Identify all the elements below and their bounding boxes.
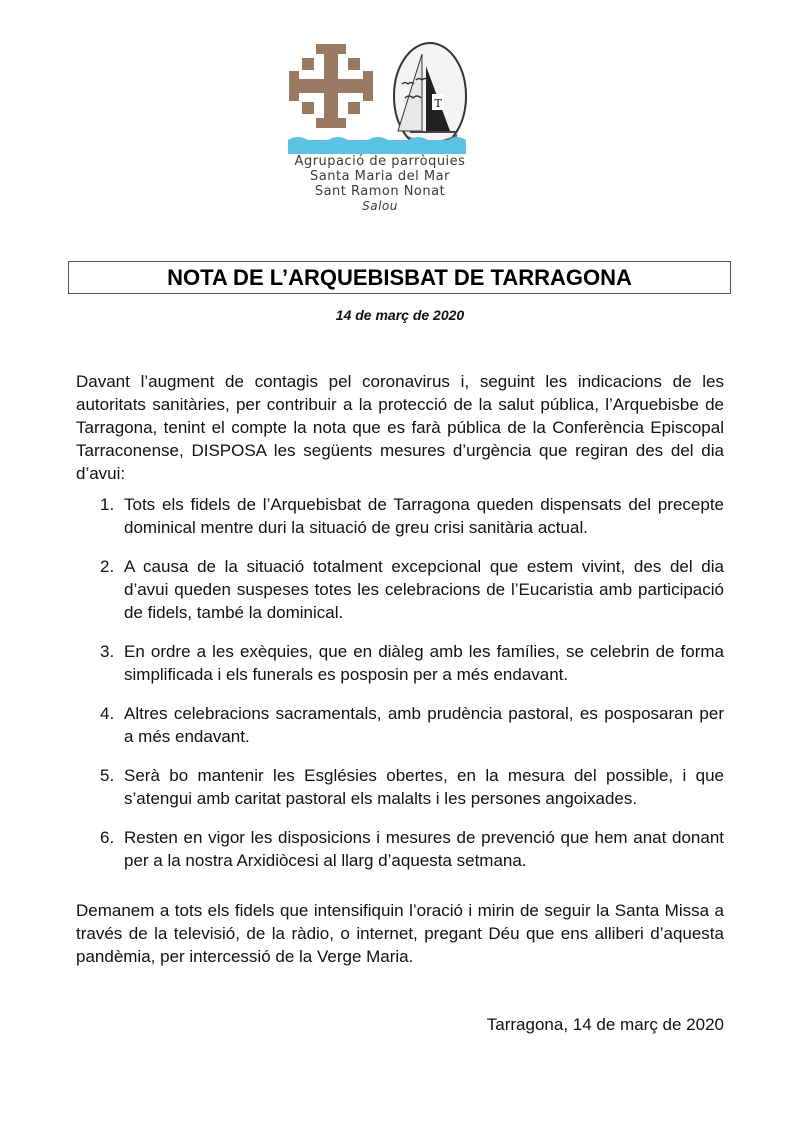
- logo-line-4: Salou: [362, 199, 398, 213]
- parish-logo: [280, 36, 480, 214]
- list-item-text: Altres celebracions sacramentals, amb prudència pastoral, es posposaran per a més endavant.: [124, 704, 724, 746]
- document-title: NOTA DE L’ARQUEBISBAT DE TARRAGONA: [167, 265, 632, 290]
- list-item-number: 1.: [100, 495, 115, 514]
- boat-oval-icon: [394, 43, 466, 150]
- list-item: [76, 493, 724, 539]
- list-item: [76, 640, 724, 686]
- signature-place-date: Tarragona, 14 de març de 2020: [486, 1015, 724, 1034]
- intro-paragraph: Davant l’augment de contagis pel coronavirus i, seguint les indicacions de les autoritats sanitàries, per contribuir a la protecció de la salut pública, l’Arquebisbe de Tarragona, tenint el compte la nota que es farà pública de la Conferència Episcopal Tarraconense, DISPOSA les següents mesures d’urgència que regiran des del dia d’avui:: [76, 372, 724, 483]
- list-item-number: 3.: [100, 642, 115, 661]
- logo-line-2: Santa Maria del Mar: [310, 169, 450, 184]
- list-item: [76, 764, 724, 810]
- list-item-number: 5.: [100, 766, 115, 785]
- list-item-text: A causa de la situació totalment excepcional que estem vivint, des del dia d’avui queden suspeses totes les celebracions de l’Eucaristia amb participació de fidels, també la dominical.: [124, 557, 724, 622]
- list-item-number: 4.: [100, 704, 115, 723]
- logo-line-1: Agrupació de parròquies: [294, 154, 466, 169]
- cross-icon: [289, 44, 373, 128]
- document-date: 14 de març de 2020: [335, 307, 465, 323]
- list-item: [76, 702, 724, 748]
- list-item-text: Resten en vigor les disposicions i mesures de prevenció que hem anat donant per a la nostra Arxidiòcesi al llarg d’aquesta setmana.: [124, 828, 724, 870]
- list-item-text: Serà bo mantenir les Esglésies obertes, en la mesura del possible, i que s’atengui amb caritat pastoral els malalts i les persones angoixades.: [124, 766, 724, 808]
- list-item-number: 6.: [100, 828, 115, 847]
- logo-line-3: Sant Ramon Nonat: [314, 184, 446, 199]
- svg-text:T: T: [434, 97, 442, 110]
- closing-paragraph: Demanem a tots els fidels que intensifiquin l’oració i mirin de seguir la Santa Missa a través de la televisió, de la ràdio, o internet, pregant Déu que ens alliberi d’aquesta pandèmia, per intercessió de la Verge Maria.: [76, 901, 724, 966]
- measures-list: [76, 493, 724, 888]
- title-box: [68, 261, 731, 294]
- list-item-text: En ordre a les exèquies, que en diàleg amb les famílies, se celebrin de forma simplificada i els funerals es posposin per a més endavant.: [124, 642, 724, 684]
- parish-emblem-icon: [280, 36, 480, 160]
- list-item: [76, 555, 724, 624]
- list-item-text: Tots els fidels de l’Arquebisbat de Tarragona queden dispensats del precepte dominical mentre duri la situació de greu crisi sanitària actual.: [124, 495, 724, 537]
- list-item-number: 2.: [100, 557, 115, 576]
- list-item: [76, 826, 724, 872]
